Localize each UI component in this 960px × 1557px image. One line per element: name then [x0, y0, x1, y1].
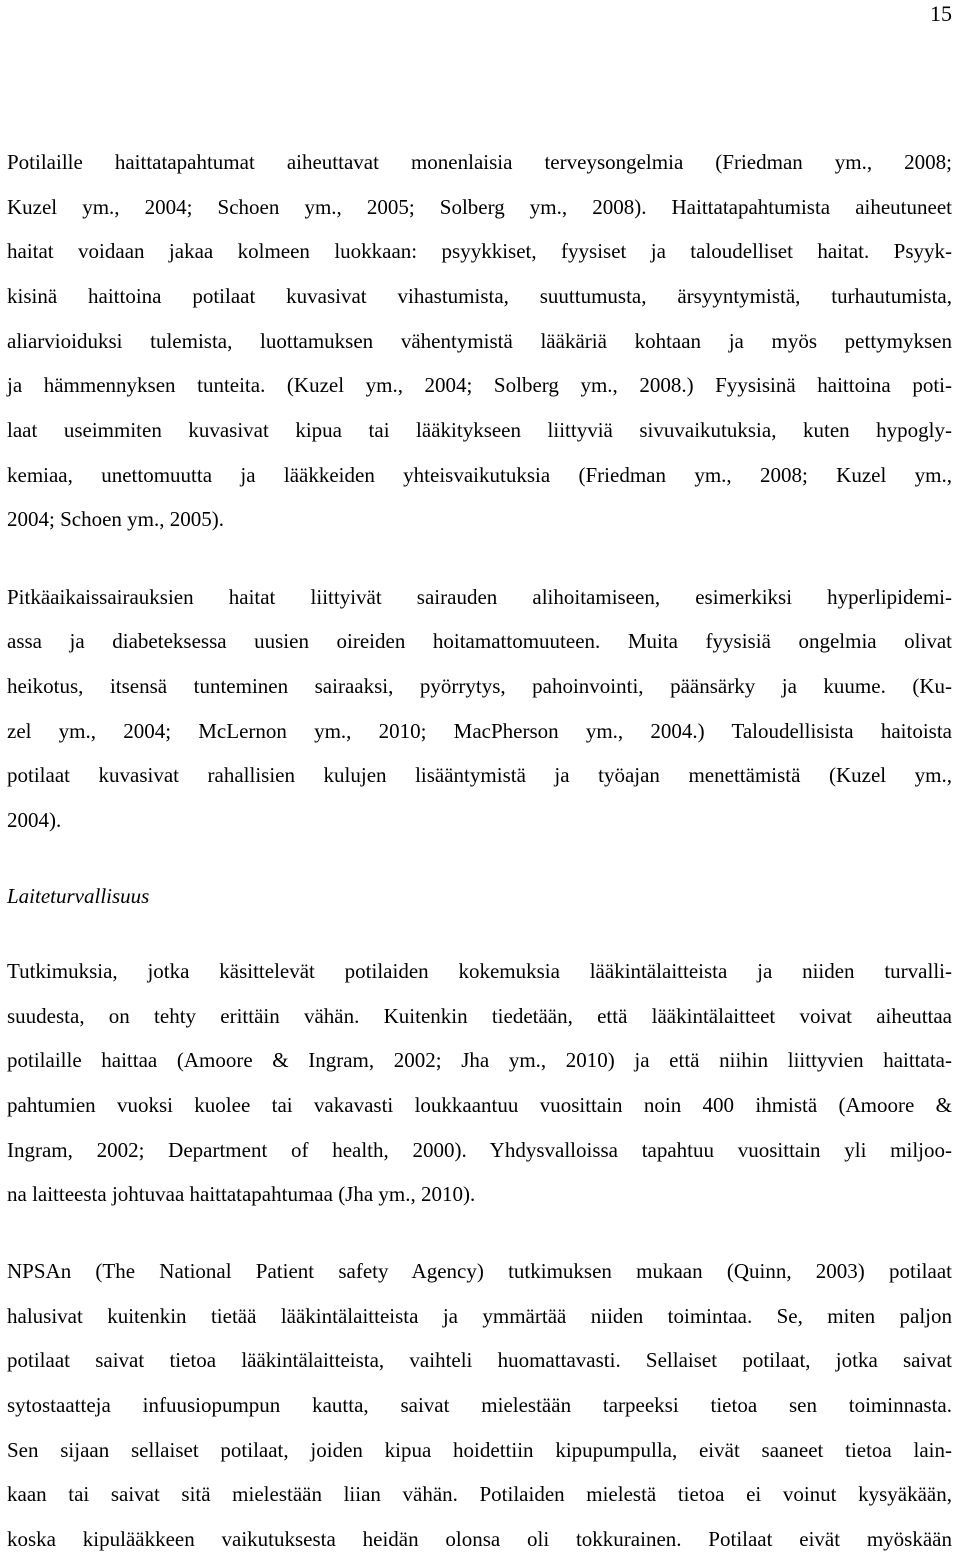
paragraph-1-line: Potilaille haittatapahtumat aiheuttavat monenlaisia terveysongelmia (Friedman ym., 2008; — [7, 150, 952, 174]
paragraph-1-line: Kuzel ym., 2004; Schoen ym., 2005; Solberg ym., 2008). Haittatapahtumista aiheutuneet — [7, 195, 952, 219]
paragraph-3-line: na laitteesta johtuvaa haittatapahtumaa (Jha ym., 2010). — [7, 1182, 476, 1206]
paragraph-2-line: 2004). — [7, 808, 62, 832]
paragraph-4-line: halusivat kuitenkin tietää lääkintälaitteista ja ymmärtää niiden toimintaa. Se, miten paljon — [7, 1304, 952, 1328]
section-heading: Laiteturvallisuus — [7, 884, 150, 908]
paragraph-4-line: sytostaatteja infuusiopumpun kautta, saivat mielestään tarpeeksi tietoa sen toiminnasta. — [7, 1393, 952, 1417]
paragraph-4-line: potilaat saivat tietoa lääkintälaitteista, vaihteli huomattavasti. Sellaiset potilaat, jotka saivat — [7, 1348, 952, 1372]
paragraph-1-line: laat useimmiten kuvasivat kipua tai lääkitykseen liittyviä sivuvaikutuksia, kuten hypogly- — [7, 418, 952, 442]
paragraph-2-line: assa ja diabeteksessa uusien oireiden hoitamattomuuteen. Muita fyysisiä ongelmia olivat — [7, 629, 952, 653]
paragraph-2-line: heikotus, itsensä tunteminen sairaaksi, pyörrytys, pahoinvointi, päänsärky ja kuume. (Ku- — [7, 674, 952, 698]
paragraph-3-line: pahtumien vuoksi kuolee tai vakavasti loukkaantuu vuosittain noin 400 ihmistä (Amoore & — [7, 1093, 952, 1117]
paragraph-2-line: Pitkäaikaissairauksien haitat liittyivät sairauden alihoitamiseen, esimerkiksi hyperlipidemi- — [7, 585, 952, 609]
paragraph-2-line: potilaat kuvasivat rahallisien kulujen lisääntymistä ja työajan menettämistä (Kuzel ym., — [7, 763, 952, 787]
paragraph-1-line: haitat voidaan jakaa kolmeen luokkaan: psyykkiset, fyysiset ja taloudelliset haitat. Psyyk- — [7, 239, 952, 263]
paragraph-4-line: Sen sijaan sellaiset potilaat, joiden kipua hoidettiin kipupumpulla, eivät saaneet tietoa lain- — [7, 1438, 952, 1462]
paragraph-3-line: Tutkimuksia, jotka käsittelevät potilaiden kokemuksia lääkintälaitteista ja niiden turvalli- — [7, 959, 952, 983]
paragraph-2-line: zel ym., 2004; McLernon ym., 2010; MacPherson ym., 2004.) Taloudellisista haitoista — [7, 719, 952, 743]
paragraph-1-line: aliarvioiduksi tulemista, luottamuksen vähentymistä lääkäriä kohtaan ja myös pettymyksen — [7, 329, 952, 353]
paragraph-3-line: potilaille haittaa (Amoore & Ingram, 2002; Jha ym., 2010) ja että niihin liittyvien haittata- — [7, 1048, 952, 1072]
paragraph-1-line: kisinä haittoina potilaat kuvasivat vihastumista, suuttumusta, ärsyyntymistä, turhautumista, — [7, 284, 952, 308]
paragraph-3-line: Ingram, 2002; Department of health, 2000). Yhdysvalloissa tapahtuu vuosittain yli miljoo- — [7, 1138, 952, 1162]
page-number: 15 — [930, 1, 952, 26]
paragraph-4-line: koska kipulääkkeen vaikutuksesta heidän olonsa oli tokkurainen. Potilaat eivät myöskään — [7, 1527, 952, 1551]
paragraph-1-line: kemiaa, unettomuutta ja lääkkeiden yhteisvaikutuksia (Friedman ym., 2008; Kuzel ym., — [7, 463, 952, 487]
paragraph-4-line: NPSAn (The National Patient safety Agency) tutkimuksen mukaan (Quinn, 2003) potilaat — [7, 1259, 952, 1283]
paragraph-3-line: suudesta, on tehty erittäin vähän. Kuitenkin tiedetään, että lääkintälaitteet voivat aiheuttaa — [7, 1004, 952, 1028]
paragraph-1-line: ja hämmennyksen tunteita. (Kuzel ym., 2004; Solberg ym., 2008.) Fyysisinä haittoina poti- — [7, 373, 952, 397]
paragraph-4-line: kaan tai saivat sitä mielestään liian vähän. Potilaiden mielestä tietoa ei voinut kysyäkään, — [7, 1482, 952, 1506]
paragraph-1-line: 2004; Schoen ym., 2005). — [7, 507, 224, 531]
